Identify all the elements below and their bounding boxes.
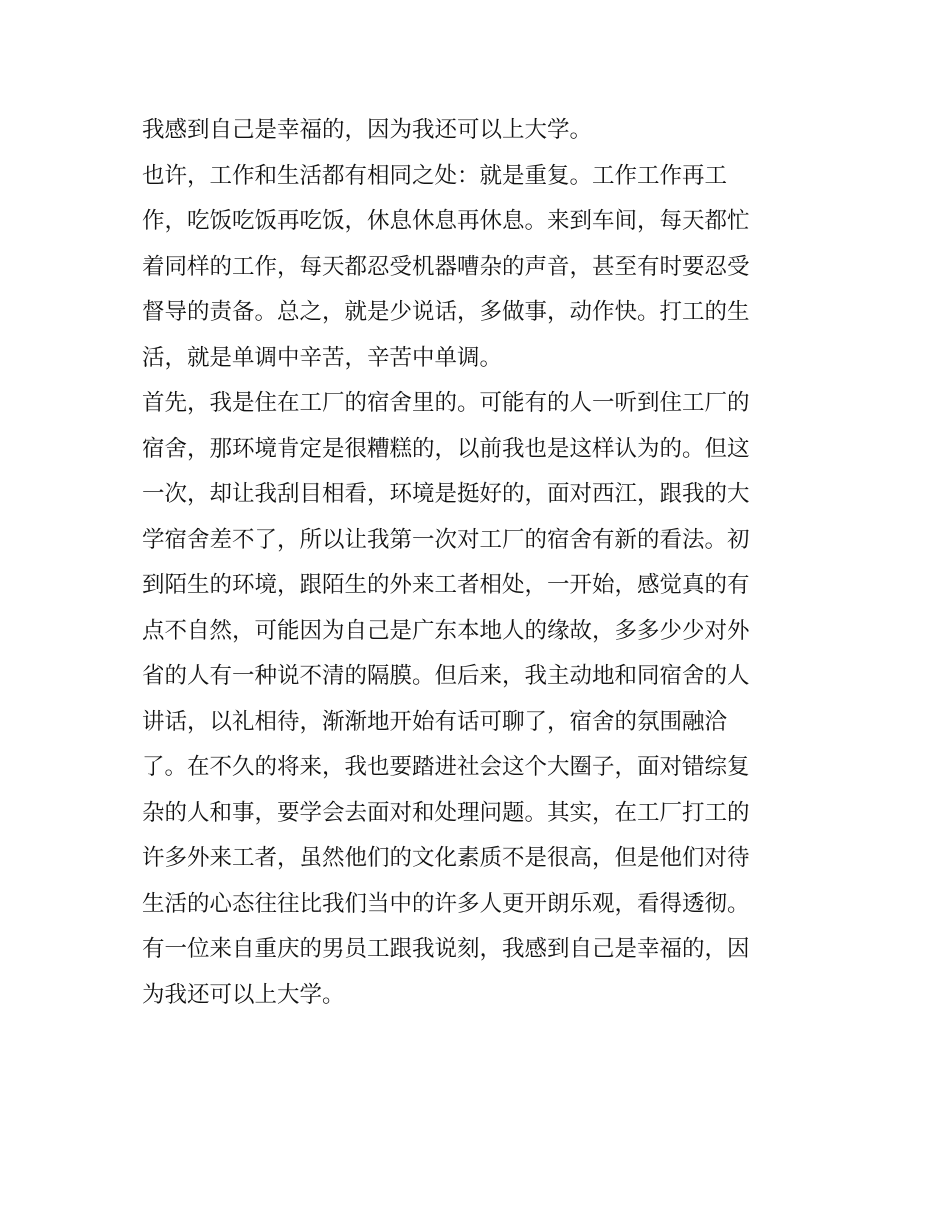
text-line: 作，吃饭吃饭再吃饭，休息休息再休息。来到车间，每天都忙 [142,208,750,234]
text-line: 点不自然，可能因为自己是广东本地人的缘故，多多少少对外 [142,617,750,644]
text-line: 了。在不久的将来，我也要踏进社会这个大圈子，面对错综复 [142,754,750,780]
body-text [142,108,814,1018]
text-line: 宿舍，那环境肯定是很糟糕的，以前我也是这样认为的。但这 [142,435,750,462]
text-line: 到陌生的环境，跟陌生的外来工者相处，一开始，感觉真的有 [142,572,750,598]
text-line: 我感到自己是幸福的，因为我还可以上大学。 [142,117,593,143]
text-line: 学宿舍差不了，所以让我第一次对工厂的宿舍有新的看法。初 [142,526,750,553]
text-line: 杂的人和事，要学会去面对和处理问题。其实，在工厂打工的 [142,799,750,826]
text-line: 督导的责备。总之，就是少说话，多做事，动作快。打工的生 [142,299,750,325]
text-line: 首先，我是住在工厂的宿舍里的。可能有的人一听到住工厂的 [142,390,750,416]
text-line: 也许，工作和生活都有相同之处：就是重复。工作工作再工 [142,162,728,189]
text-line: 讲话，以礼相待，渐渐地开始有话可聊了，宿舍的氛围融洽 [142,708,728,735]
text-line: 着同样的工作，每天都忍受机器嘈杂的声音，甚至有时要忍受 [142,253,750,280]
text-line: 有一位来自重庆的男员工跟我说刻，我感到自己是幸福的，因 [142,936,750,962]
text-line: 省的人有一种说不清的隔膜。但后来，我主动地和同宿舍的人 [142,663,750,689]
text-line: 活，就是单调中辛苦，辛苦中单调。 [142,344,503,371]
text-line: 为我还可以上大学。 [142,981,345,1008]
text-line: 一次，却让我刮目相看，环境是挺好的，面对西江，跟我的大 [142,481,750,507]
text-line: 生活的心态往往比我们当中的许多人更开朗乐观，看得透彻。 [142,890,750,917]
text-line: 许多外来工者，虽然他们的文化素质不是很高，但是他们对待 [142,845,750,871]
